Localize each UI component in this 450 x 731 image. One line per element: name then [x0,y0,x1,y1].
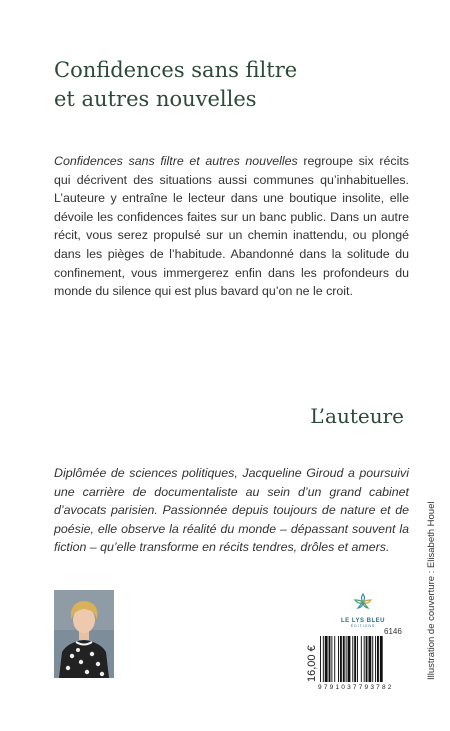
book-summary [54,152,409,301]
author-portrait-image [54,590,114,678]
publisher-subtitle: ÉDITIONS [350,624,376,628]
barcode-bar [357,636,358,682]
barcode-bar [364,636,365,682]
barcode-bar [348,636,351,682]
summary-text: regroupe six récits qui décrivent des situations aussi communes qu’inhabituelles. L’auteure y entraîne le lecteur dans une boutique insolite, elle dévoile les confidences faites sur un banc public. Dans un autre récit, vous serez propulsé sur un chemin inattendu, ou plongé dans les pièges de l’habitude. Abandonné dans la solitude du confinement, vous immergerez enfin dans les profondeurs du monde du silence qui est plus bavard qu’on ne le croit. [54,154,409,299]
author-heading: L’auteure [310,404,404,428]
lily-icon [352,592,374,612]
summary-italic-title: Confidences sans filtre et autres nouvelles [54,154,298,168]
title-line-2: et autres nouvelles [54,87,257,111]
barcode-icon [320,636,406,686]
author-bio: Diplômée de sciences politiques, Jacqueline Giroud a poursuivi une carrière de documentaliste au sein d’un grand cabinet d’avocats parisien. Passionnée depuis toujours de nature et de poésie, elle observe la réalité du monde – dépassant souvent la fiction – qu’elle transforme en récits tendres, drôles et amers. [54,466,409,555]
isbn-number: 9791037793782 [318,684,394,691]
barcode-bar [340,636,342,682]
barcode-bar [380,636,383,682]
cover-credit: Illustration de couverture : Elisabeth Houel [426,501,437,680]
barcode-bar [368,636,371,682]
publisher-logo [340,592,386,628]
barcode-bar [375,636,376,682]
author-photo [54,590,114,678]
barcode-bar [338,636,339,682]
barcode-bar [323,636,324,682]
price-label: 16,00 € [306,645,318,682]
publisher-name: LE LYS BLEU [341,618,385,624]
barcode-bar [377,636,379,682]
barcode-bar [361,636,362,682]
barcode-bar [320,636,321,682]
barcode-bar [343,636,345,682]
barcode-bar [354,636,356,682]
title-line-1: Confidences sans filtre [54,58,298,82]
barcode-bar [372,636,373,682]
book-title [54,56,414,114]
barcode-bar [366,636,368,682]
barcode-bar [331,636,332,682]
book-code: 6146 [384,627,402,636]
barcode-bar [329,636,331,682]
barcode-bar [325,636,328,682]
barcode-bar [346,636,347,682]
barcode-bar [352,636,353,682]
barcode-bar [334,636,335,682]
